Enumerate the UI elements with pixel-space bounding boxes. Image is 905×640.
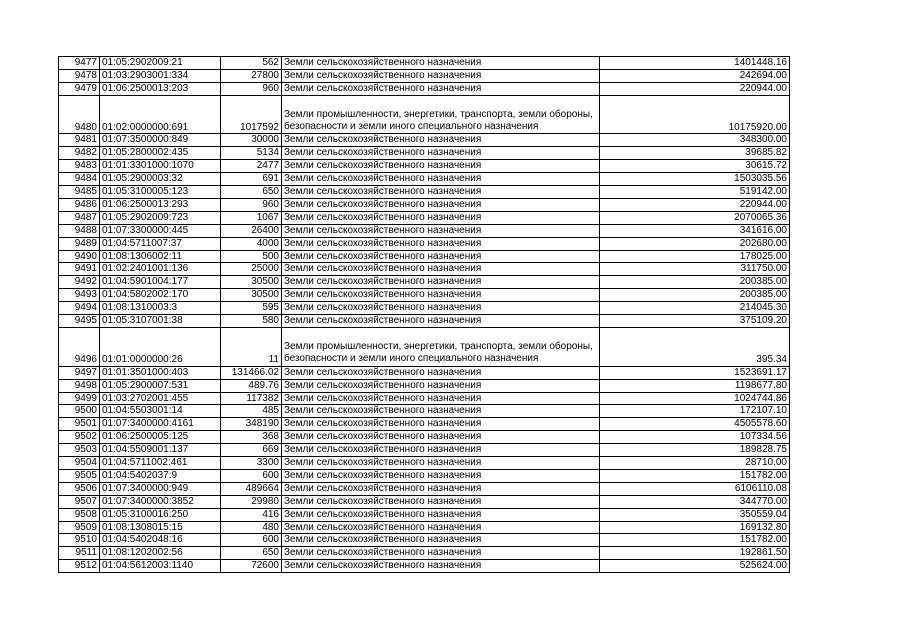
- row-number: 9481: [59, 134, 100, 147]
- cadastral-value: 151782.00: [600, 469, 790, 482]
- cadastral-number: 01:04:5509001:137: [100, 444, 221, 457]
- cadastral-value: 350559.04: [600, 508, 790, 521]
- row-number: 9494: [59, 302, 100, 315]
- cadastral-value: 39685.82: [600, 147, 790, 160]
- table-row: [59, 366, 790, 379]
- cadastral-number: 01:07:3300000:445: [100, 224, 221, 237]
- land-category: Земли сельскохозяйственного назначения: [282, 224, 600, 237]
- cadastral-value: 1401448.16: [600, 57, 790, 70]
- land-category: Земли сельскохозяйственного назначения: [282, 379, 600, 392]
- cadastral-value: 220944.00: [600, 198, 790, 211]
- table-row: [59, 69, 790, 82]
- cadastral-number: 01:01:3501000:403: [100, 366, 221, 379]
- row-number: 9501: [59, 418, 100, 431]
- table-row: [59, 289, 790, 302]
- table-row: [59, 534, 790, 547]
- table-row: [59, 392, 790, 405]
- area-value: 131466.02: [221, 366, 282, 379]
- cadastral-number: 01:05:3100016:250: [100, 508, 221, 521]
- cadastral-value: 178025.00: [600, 250, 790, 263]
- cadastral-value: 10175920.00: [600, 95, 790, 134]
- row-number: 9480: [59, 95, 100, 134]
- table-row: [59, 224, 790, 237]
- land-category: Земли сельскохозяйственного назначения: [282, 469, 600, 482]
- area-value: 348190: [221, 418, 282, 431]
- table-body: [59, 57, 790, 573]
- cadastral-value: 375109.20: [600, 315, 790, 328]
- area-value: 11: [221, 328, 282, 367]
- cadastral-number: 01:06:2500013:203: [100, 82, 221, 95]
- area-value: 600: [221, 469, 282, 482]
- land-category: Земли сельскохозяйственного назначения: [282, 147, 600, 160]
- cadastral-number: 01:05:3107001:38: [100, 315, 221, 328]
- area-value: 29980: [221, 495, 282, 508]
- cadastral-value: 311750.00: [600, 263, 790, 276]
- area-value: 5134: [221, 147, 282, 160]
- cadastral-value: 6106110.08: [600, 482, 790, 495]
- area-value: 489664: [221, 482, 282, 495]
- row-number: 9485: [59, 186, 100, 199]
- area-value: 2477: [221, 160, 282, 173]
- table-row: [59, 457, 790, 470]
- land-category: Земли сельскохозяйственного назначения: [282, 392, 600, 405]
- cadastral-value: 169132.80: [600, 521, 790, 534]
- area-value: 30000: [221, 134, 282, 147]
- row-number: 9479: [59, 82, 100, 95]
- cadastral-number: 01:06:2500013:293: [100, 198, 221, 211]
- cadastral-value: 30615.72: [600, 160, 790, 173]
- land-category: Земли сельскохозяйственного назначения: [282, 186, 600, 199]
- table-row: [59, 82, 790, 95]
- area-value: 650: [221, 186, 282, 199]
- row-number: 9482: [59, 147, 100, 160]
- cadastral-value: 214045.30: [600, 302, 790, 315]
- table-row: [59, 276, 790, 289]
- area-value: 72600: [221, 560, 282, 573]
- row-number: 9503: [59, 444, 100, 457]
- cadastral-number: 01:05:2902009:21: [100, 57, 221, 70]
- cadastral-value: 200385.00: [600, 276, 790, 289]
- table-row: [59, 444, 790, 457]
- table-row: [59, 250, 790, 263]
- land-category: Земли сельскохозяйственного назначения: [282, 495, 600, 508]
- cadastral-value: 200385.00: [600, 289, 790, 302]
- row-number: 9509: [59, 521, 100, 534]
- table-row: [59, 560, 790, 573]
- table-row: [59, 431, 790, 444]
- row-number: 9492: [59, 276, 100, 289]
- cadastral-number: 01:04:5402048:16: [100, 534, 221, 547]
- area-value: 669: [221, 444, 282, 457]
- land-registry-table: [58, 56, 790, 573]
- land-category: Земли сельскохозяйственного назначения: [282, 405, 600, 418]
- land-category: Земли сельскохозяйственного назначения: [282, 302, 600, 315]
- area-value: 30500: [221, 289, 282, 302]
- cadastral-number: 01:04:5503001:14: [100, 405, 221, 418]
- area-value: 485: [221, 405, 282, 418]
- land-category: Земли сельскохозяйственного назначения: [282, 173, 600, 186]
- land-category: Земли сельскохозяйственного назначения: [282, 160, 600, 173]
- table-row: [59, 57, 790, 70]
- cadastral-number: 01:05:2800002:435: [100, 147, 221, 160]
- row-number: 9477: [59, 57, 100, 70]
- table-row: [59, 186, 790, 199]
- land-category: Земли сельскохозяйственного назначения: [282, 237, 600, 250]
- land-category: Земли сельскохозяйственного назначения: [282, 482, 600, 495]
- area-value: 480: [221, 521, 282, 534]
- area-value: 691: [221, 173, 282, 186]
- cadastral-number: 01:04:5402037:9: [100, 469, 221, 482]
- cadastral-number: 01:02:0000000:691: [100, 95, 221, 134]
- area-value: 368: [221, 431, 282, 444]
- cadastral-number: 01:05:2900003:32: [100, 173, 221, 186]
- table-row: [59, 95, 790, 134]
- row-number: 9486: [59, 198, 100, 211]
- area-value: 30500: [221, 276, 282, 289]
- cadastral-number: 01:05:2900007:531: [100, 379, 221, 392]
- table-row: [59, 160, 790, 173]
- row-number: 9507: [59, 495, 100, 508]
- cadastral-number: 01:08:1202002:56: [100, 547, 221, 560]
- table-row: [59, 302, 790, 315]
- cadastral-value: 192861.50: [600, 547, 790, 560]
- area-value: 489.76: [221, 379, 282, 392]
- cadastral-number: 01:04:5612003:1140: [100, 560, 221, 573]
- cadastral-value: 107334.56: [600, 431, 790, 444]
- land-category: Земли сельскохозяйственного назначения: [282, 289, 600, 302]
- cadastral-number: 01:08:1308015:15: [100, 521, 221, 534]
- cadastral-value: 202680.00: [600, 237, 790, 250]
- cadastral-number: 01:07:3500000:849: [100, 134, 221, 147]
- row-number: 9495: [59, 315, 100, 328]
- cadastral-value: 1523691.17: [600, 366, 790, 379]
- row-number: 9487: [59, 211, 100, 224]
- row-number: 9498: [59, 379, 100, 392]
- area-value: 960: [221, 82, 282, 95]
- table-row: [59, 508, 790, 521]
- cadastral-number: 01:03:2903001:334: [100, 69, 221, 82]
- land-category: Земли сельскохозяйственного назначения: [282, 508, 600, 521]
- land-category: Земли сельскохозяйственного назначения: [282, 250, 600, 263]
- land-category: Земли сельскохозяйственного назначения: [282, 534, 600, 547]
- row-number: 9497: [59, 366, 100, 379]
- cadastral-value: 151782.00: [600, 534, 790, 547]
- land-category: Земли сельскохозяйственного назначения: [282, 198, 600, 211]
- land-category: Земли сельскохозяйственного назначения: [282, 211, 600, 224]
- table-row: [59, 418, 790, 431]
- cadastral-number: 01:06:2500005:125: [100, 431, 221, 444]
- row-number: 9484: [59, 173, 100, 186]
- cadastral-number: 01:04:5901004:177: [100, 276, 221, 289]
- land-category: Земли промышленности, энергетики, транспорта, земли обороны, безопасности и земли иного специального назначения: [282, 95, 600, 134]
- table-row: [59, 173, 790, 186]
- cadastral-value: 242694.00: [600, 69, 790, 82]
- area-value: 595: [221, 302, 282, 315]
- land-category: Земли сельскохозяйственного назначения: [282, 276, 600, 289]
- cadastral-value: 525624.00: [600, 560, 790, 573]
- area-value: 960: [221, 198, 282, 211]
- row-number: 9504: [59, 457, 100, 470]
- area-value: 650: [221, 547, 282, 560]
- cadastral-number: 01:01:3301000:1070: [100, 160, 221, 173]
- land-category: Земли сельскохозяйственного назначения: [282, 57, 600, 70]
- area-value: 1017592: [221, 95, 282, 134]
- area-value: 562: [221, 57, 282, 70]
- cadastral-value: 2070065.36: [600, 211, 790, 224]
- area-value: 1067: [221, 211, 282, 224]
- table-row: [59, 134, 790, 147]
- land-category: Земли сельскохозяйственного назначения: [282, 444, 600, 457]
- table-row: [59, 147, 790, 160]
- area-value: 117382: [221, 392, 282, 405]
- cadastral-number: 01:03:2702001:455: [100, 392, 221, 405]
- cadastral-number: 01:04:5802002:170: [100, 289, 221, 302]
- row-number: 9490: [59, 250, 100, 263]
- land-category: Земли сельскохозяйственного назначения: [282, 521, 600, 534]
- row-number: 9483: [59, 160, 100, 173]
- cadastral-value: 1198677.80: [600, 379, 790, 392]
- land-category: Земли сельскохозяйственного назначения: [282, 315, 600, 328]
- cadastral-number: 01:08:1306002:11: [100, 250, 221, 263]
- cadastral-number: 01:02:2401001:136: [100, 263, 221, 276]
- cadastral-number: 01:04:5711007:37: [100, 237, 221, 250]
- land-category: Земли сельскохозяйственного назначения: [282, 134, 600, 147]
- land-category: Земли сельскохозяйственного назначения: [282, 431, 600, 444]
- table-row: [59, 547, 790, 560]
- row-number: 9510: [59, 534, 100, 547]
- land-category: Земли сельскохозяйственного назначения: [282, 560, 600, 573]
- land-category: Земли сельскохозяйственного назначения: [282, 82, 600, 95]
- table-row: [59, 521, 790, 534]
- row-number: 9512: [59, 560, 100, 573]
- cadastral-number: 01:07:3400000:949: [100, 482, 221, 495]
- area-value: 600: [221, 534, 282, 547]
- cadastral-value: 344770.00: [600, 495, 790, 508]
- cadastral-number: 01:04:5711002:461: [100, 457, 221, 470]
- table-row: [59, 379, 790, 392]
- row-number: 9493: [59, 289, 100, 302]
- row-number: 9491: [59, 263, 100, 276]
- cadastral-number: 01:08:1310003:3: [100, 302, 221, 315]
- table-row: [59, 328, 790, 367]
- table-row: [59, 198, 790, 211]
- land-category: Земли сельскохозяйственного назначения: [282, 457, 600, 470]
- row-number: 9505: [59, 469, 100, 482]
- row-number: 9500: [59, 405, 100, 418]
- cadastral-number: 01:07:3400000:4161: [100, 418, 221, 431]
- cadastral-value: 1024744.86: [600, 392, 790, 405]
- land-category: Земли сельскохозяйственного назначения: [282, 418, 600, 431]
- cadastral-value: 395.34: [600, 328, 790, 367]
- land-category: Земли сельскохозяйственного назначения: [282, 69, 600, 82]
- land-category: Земли сельскохозяйственного назначения: [282, 263, 600, 276]
- area-value: 25000: [221, 263, 282, 276]
- row-number: 9511: [59, 547, 100, 560]
- cadastral-value: 4505578.60: [600, 418, 790, 431]
- row-number: 9506: [59, 482, 100, 495]
- area-value: 580: [221, 315, 282, 328]
- land-category: Земли сельскохозяйственного назначения: [282, 366, 600, 379]
- row-number: 9488: [59, 224, 100, 237]
- document-page: [58, 56, 790, 573]
- area-value: 500: [221, 250, 282, 263]
- row-number: 9478: [59, 69, 100, 82]
- area-value: 26400: [221, 224, 282, 237]
- cadastral-value: 28710.00: [600, 457, 790, 470]
- row-number: 9496: [59, 328, 100, 367]
- table-row: [59, 211, 790, 224]
- table-row: [59, 405, 790, 418]
- cadastral-value: 1503035.56: [600, 173, 790, 186]
- row-number: 9508: [59, 508, 100, 521]
- table-row: [59, 495, 790, 508]
- area-value: 27800: [221, 69, 282, 82]
- cadastral-number: 01:05:3100005:123: [100, 186, 221, 199]
- cadastral-value: 189828.75: [600, 444, 790, 457]
- table-row: [59, 482, 790, 495]
- row-number: 9502: [59, 431, 100, 444]
- row-number: 9489: [59, 237, 100, 250]
- table-row: [59, 237, 790, 250]
- cadastral-number: 01:01:0000000:26: [100, 328, 221, 367]
- land-category: Земли сельскохозяйственного назначения: [282, 547, 600, 560]
- cadastral-number: 01:07:3400000:3852: [100, 495, 221, 508]
- area-value: 416: [221, 508, 282, 521]
- cadastral-value: 519142.00: [600, 186, 790, 199]
- land-category: Земли промышленности, энергетики, транспорта, земли обороны, безопасности и земли иного специального назначения: [282, 328, 600, 367]
- cadastral-value: 341616.00: [600, 224, 790, 237]
- cadastral-value: 172107.10: [600, 405, 790, 418]
- cadastral-number: 01:05:2902009:723: [100, 211, 221, 224]
- area-value: 3300: [221, 457, 282, 470]
- area-value: 4000: [221, 237, 282, 250]
- table-row: [59, 315, 790, 328]
- table-row: [59, 263, 790, 276]
- cadastral-value: 348300.00: [600, 134, 790, 147]
- row-number: 9499: [59, 392, 100, 405]
- cadastral-value: 220944.00: [600, 82, 790, 95]
- table-row: [59, 469, 790, 482]
